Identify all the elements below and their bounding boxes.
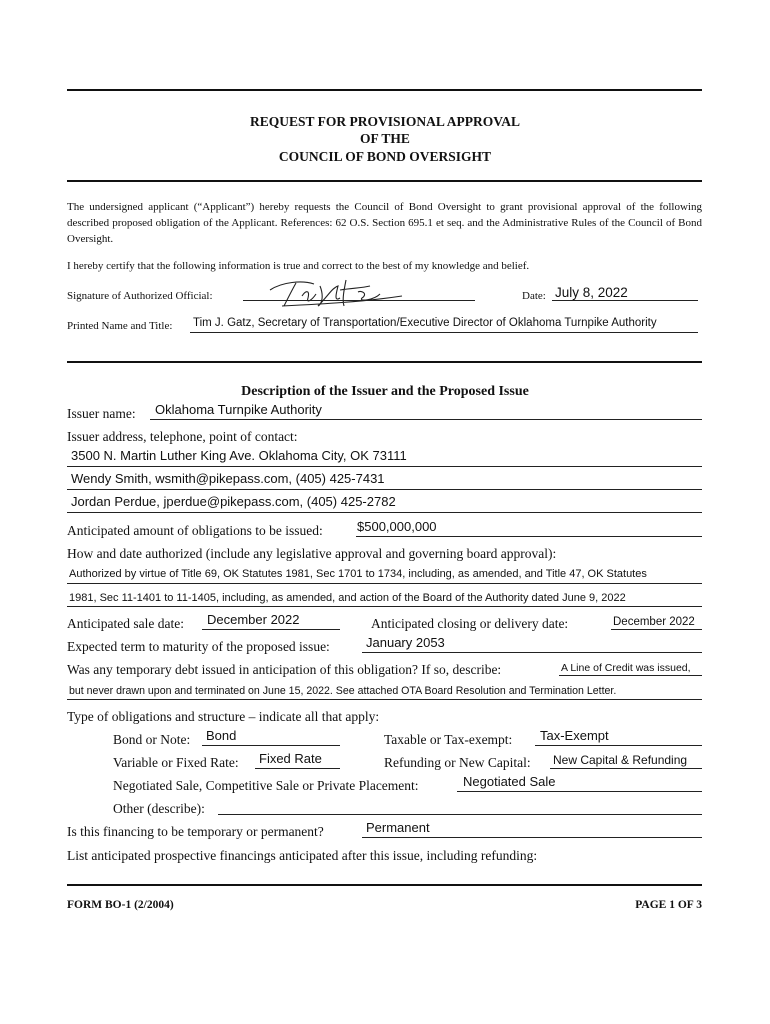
term-value: January 2053: [366, 635, 445, 650]
title-line-3: COUNCIL OF BOND OVERSIGHT: [278, 149, 492, 164]
title-line-2: OF THE: [360, 131, 410, 146]
how-authorized-line-2: 1981, Sec 11-1401 to 11-1405, including, as amended, and action of the Board of the Authority dated June 9, 2022: [69, 592, 626, 604]
top-rule: [67, 89, 702, 91]
prospective-label: List anticipated prospective financings anticipated after this issue, including refunding:: [67, 848, 538, 863]
temp-debt-label: Was any temporary debt issued in anticipation of this obligation? If so, describe:: [67, 662, 502, 677]
temp-debt-value-1: A Line of Credit was issued,: [561, 662, 691, 674]
issuer-address-label: Issuer address, telephone, point of contact:: [67, 429, 298, 444]
amount-value: $500,000,000: [357, 519, 437, 534]
handwritten-signature-icon: [262, 276, 412, 310]
amount-label: Anticipated amount of obligations to be issued:: [67, 523, 323, 538]
issuer-name-label: Issuer name:: [67, 406, 136, 421]
term-field[interactable]: [362, 652, 702, 653]
section-rule: [67, 361, 702, 363]
page-number: PAGE 1 OF 3: [635, 899, 702, 911]
taxable-label: Taxable or Tax-exempt:: [384, 732, 513, 747]
date-label: Date:: [522, 290, 546, 302]
sale-type-field[interactable]: [457, 791, 702, 792]
address-line-2: Wendy Smith, wsmith@pikepass.com, (405) 425-7431: [71, 471, 385, 486]
refunding-label: Refunding or New Capital:: [384, 755, 531, 770]
rate-field[interactable]: [255, 768, 340, 769]
address-line-1-rule[interactable]: [67, 466, 702, 467]
amount-field[interactable]: [356, 536, 702, 537]
obligation-type-label: Type of obligations and structure – indicate all that apply:: [67, 709, 380, 724]
issuer-section-title: Description of the Issuer and the Proposed Issue: [241, 384, 529, 399]
issuer-name-value: Oklahoma Turnpike Authority: [155, 402, 322, 417]
closing-date-field[interactable]: [611, 629, 702, 630]
how-authorized-label: How and date authorized (include any legislative approval and governing board approval):: [67, 546, 557, 561]
temp-perm-value: Permanent: [366, 820, 430, 835]
printed-name-label: Printed Name and Title:: [67, 320, 173, 332]
closing-date-label: Anticipated closing or delivery date:: [371, 616, 569, 631]
closing-date-value: December 2022: [613, 616, 695, 628]
temp-perm-field[interactable]: [362, 837, 702, 838]
address-line-1: 3500 N. Martin Luther King Ave. Oklahoma City, OK 73111: [71, 448, 407, 463]
temp-perm-label: Is this financing to be temporary or permanent?: [67, 824, 324, 839]
temp-debt-field[interactable]: [559, 675, 702, 676]
temp-debt-rule-2[interactable]: [67, 699, 702, 700]
other-label: Other (describe):: [113, 801, 205, 816]
bond-note-field[interactable]: [202, 745, 340, 746]
sale-date-label: Anticipated sale date:: [67, 616, 184, 631]
bond-note-label: Bond or Note:: [113, 732, 191, 747]
bond-note-value: Bond: [206, 728, 237, 743]
intro-text: The undersigned applicant (“Applicant”) hereby requests the Council of Bond Oversight to grant provisional approval of the following described proposed obligation of the Applicant. References: 62 O.S. Section 695.1 et seq. and the Administrative Rules of the Council of Bond Oversight.: [67, 201, 702, 245]
refunding-value: New Capital & Refunding: [553, 753, 688, 767]
how-authorized-rule-2[interactable]: [67, 606, 702, 607]
sale-type-label: Negotiated Sale, Competitive Sale or Private Placement:: [113, 778, 419, 793]
date-field[interactable]: [552, 300, 698, 301]
rate-value: Fixed Rate: [259, 751, 322, 766]
address-line-3-rule[interactable]: [67, 512, 702, 513]
intro-paragraph: [67, 199, 702, 247]
issuer-name-field[interactable]: [150, 419, 702, 420]
taxable-field[interactable]: [535, 745, 702, 746]
title-rule: [67, 180, 702, 182]
printed-name-value: Tim J. Gatz, Secretary of Transportation/Executive Director of Oklahoma Turnpike Authority: [193, 317, 657, 329]
term-label: Expected term to maturity of the proposed issue:: [67, 639, 330, 654]
how-authorized-rule-1[interactable]: [67, 583, 702, 584]
how-authorized-line-1: Authorized by virtue of Title 69, OK Statutes 1981, Sec 1701 to 1734, including, as amended, and Title 47, OK Statutes: [69, 568, 647, 580]
rate-label: Variable or Fixed Rate:: [113, 755, 239, 770]
other-field[interactable]: [218, 814, 702, 815]
footer-rule: [67, 884, 702, 886]
form-id: FORM BO-1 (2/2004): [67, 899, 174, 911]
sale-date-value: December 2022: [207, 612, 300, 627]
taxable-value: Tax-Exempt: [540, 728, 609, 743]
address-line-3: Jordan Perdue, jperdue@pikepass.com, (405) 425-2782: [71, 494, 396, 509]
certify-text: I hereby certify that the following information is true and correct to the best of my knowledge and belief.: [67, 260, 530, 272]
sale-date-field[interactable]: [202, 629, 340, 630]
address-line-2-rule[interactable]: [67, 489, 702, 490]
temp-debt-value-2: but never drawn upon and terminated on June 15, 2022. See attached OTA Board Resolution and Termination Letter.: [69, 685, 617, 697]
date-value: July 8, 2022: [555, 285, 628, 300]
refunding-field[interactable]: [550, 768, 702, 769]
printed-name-field[interactable]: [190, 332, 698, 333]
sale-type-value: Negotiated Sale: [463, 774, 556, 789]
title-line-1: REQUEST FOR PROVISIONAL APPROVAL: [250, 114, 520, 129]
signature-label: Signature of Authorized Official:: [67, 290, 213, 302]
